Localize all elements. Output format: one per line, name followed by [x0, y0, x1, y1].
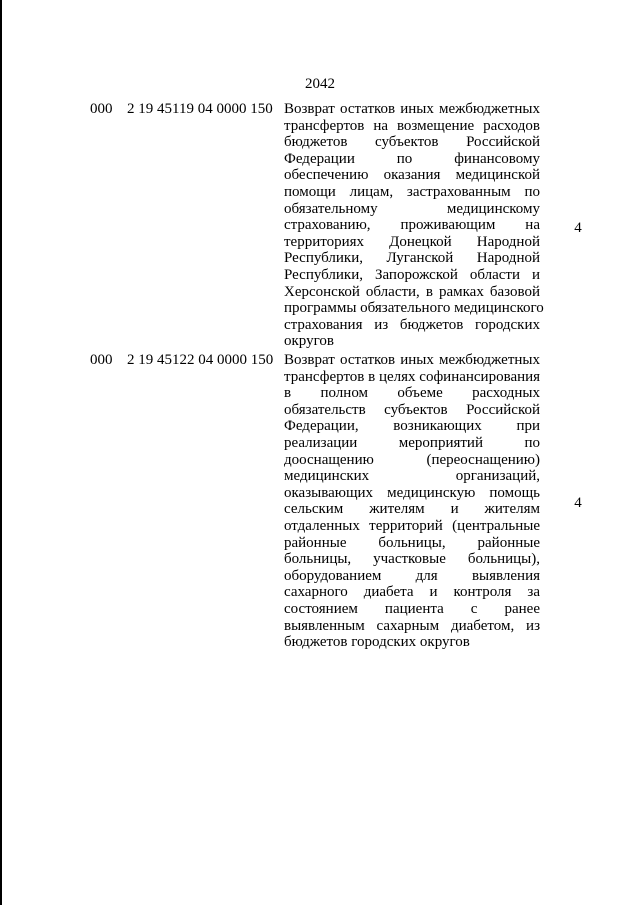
description-line: в полном объеме расходных	[284, 385, 540, 402]
admin-code: 000	[90, 352, 113, 368]
row-value: 4	[574, 495, 582, 511]
description-line: оборудованием для выявления	[284, 567, 540, 584]
description-line: трансфертов в целях софинансирования	[284, 368, 541, 385]
page-left-border	[0, 0, 2, 905]
admin-code: 000	[90, 101, 113, 117]
description-line: Республики, Луганской Народной	[284, 250, 540, 267]
description-line: обеспечению оказания медицинской	[284, 167, 540, 184]
row-description	[284, 101, 544, 350]
description-line: выявленным сахарным диабетом, из	[284, 617, 540, 634]
description-line: медицинских организаций,	[284, 468, 540, 485]
description-line: дооснащению (переоснащению)	[284, 451, 540, 468]
description-line: Возврат остатков иных межбюджетных	[284, 352, 540, 368]
description-line: обязательств субъектов Российской	[284, 401, 540, 418]
description-line: Федерации по финансовому	[284, 150, 540, 167]
description-line: состоянием пациента с ранее	[284, 600, 540, 617]
description-line: больницы, участковые больницы),	[284, 551, 540, 568]
description-line: оказывающих медицинскую помощь	[284, 484, 540, 501]
description-line: сельским жителям и жителям	[284, 501, 540, 518]
description-line: районные больницы, районные	[284, 534, 540, 551]
description-line: округов	[284, 333, 334, 350]
description-line: территориях Донецкой Народной	[284, 233, 540, 250]
budget-classification-code: 2 19 45119 04 0000 150	[127, 101, 273, 117]
page-number: 2042	[305, 76, 335, 92]
description-line: Херсонской области, в рамках базовой	[284, 283, 540, 300]
description-line: обязательному медицинскому	[284, 200, 540, 217]
description-line: Федерации, возникающих при	[284, 418, 540, 435]
description-line: бюджетов городских округов	[284, 634, 470, 651]
description-line: программы обязательного медицинского	[284, 300, 544, 317]
description-line: бюджетов субъектов Российской	[284, 134, 540, 151]
description-line: трансфертов на возмещение расходов	[284, 117, 540, 134]
row-value: 4	[574, 220, 582, 236]
budget-classification-code: 2 19 45122 04 0000 150	[127, 352, 274, 368]
description-line: отдаленных территорий (центральные	[284, 517, 540, 534]
description-line: помощи лицам, застрахованным по	[284, 183, 540, 200]
description-line: реализации мероприятий по	[284, 434, 540, 451]
row-description	[284, 352, 540, 651]
description-line: страхованию, проживающим на	[284, 217, 540, 234]
description-line: сахарного диабета и контроля за	[284, 584, 540, 601]
description-line: страхования из бюджетов городских	[284, 316, 540, 333]
description-line: Возврат остатков иных межбюджетных	[284, 101, 540, 117]
description-line: Республики, Запорожской области и	[284, 266, 540, 283]
